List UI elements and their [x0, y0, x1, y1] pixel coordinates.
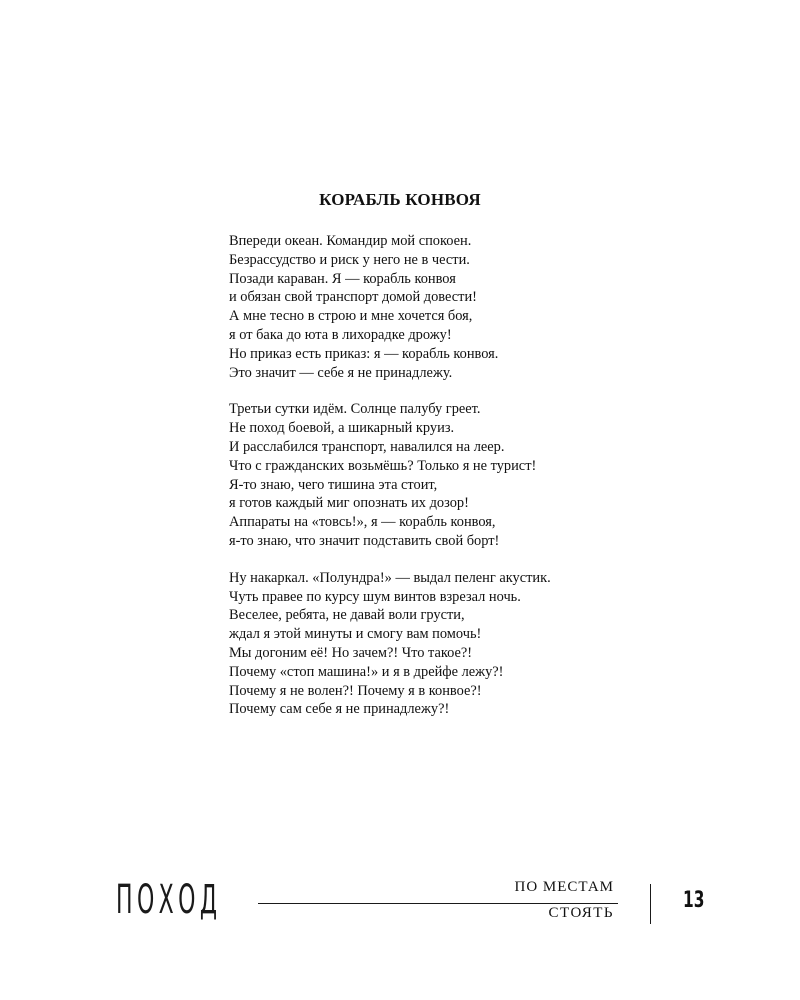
stanza-2: [229, 400, 769, 550]
poem-line: И расслабился транспорт, навалился на леер.: [229, 438, 505, 455]
stanza-1: [229, 232, 769, 382]
poem-line: я от бака до юта в лихорадке дрожу!: [229, 326, 452, 343]
poem-line: я готов каждый миг опознать их дозор!: [229, 495, 469, 512]
poem-line: Это значит — себе я не принадлежу.: [229, 364, 453, 381]
poem-body: [229, 232, 769, 737]
poem-line: Веселее, ребята, не давай воли грусти,: [229, 607, 465, 624]
footer-logo: ПОХОД: [116, 877, 222, 923]
footer-divider: [258, 903, 618, 904]
poem-title: КОРАБЛЬ КОНВОЯ: [319, 190, 481, 209]
footer-vertical-divider: [650, 884, 651, 924]
page-number: 13: [683, 888, 705, 913]
poem-line: и обязан свой транспорт домой довести!: [229, 289, 477, 306]
poem-line: Но приказ есть приказ: я — корабль конвоя.: [229, 345, 499, 362]
footer-section-title-bottom: СТОЯТЬ: [548, 905, 614, 921]
poem-line: Третьи сутки идём. Солнце палубу греет.: [229, 401, 481, 418]
poem-line: Мы догоним её! Но зачем?! Что такое?!: [229, 644, 473, 661]
poem-line: Я-то знаю, чего тишина эта стоит,: [229, 476, 438, 493]
poem-line: Позади караван. Я — корабль конвоя: [229, 270, 456, 287]
poem-line: Что с гражданских возьмёшь? Только я не турист!: [229, 457, 537, 474]
poem-line: Не поход боевой, а шикарный круиз.: [229, 420, 455, 437]
poem-line: Чуть правее по курсу шум винтов взрезал ночь.: [229, 588, 521, 605]
poem-line: я-то знаю, что значит подставить свой борт!: [229, 532, 500, 549]
poem-line: Безрассудство и риск у него не в чести.: [229, 251, 470, 268]
poem-line: Впереди океан. Командир мой спокоен.: [229, 233, 472, 249]
stanza-3: [229, 569, 769, 719]
poem-line: ждал я этой минуты и смогу вам помочь!: [229, 626, 482, 643]
footer-section-title-top: ПО МЕСТАМ: [514, 879, 614, 895]
poem-line: Ну накаркал. «Полундра!» — выдал пеленг акустик.: [229, 569, 551, 586]
poem-line: А мне тесно в строю и мне хочется боя,: [229, 308, 473, 325]
poem-line: Почему я не волен?! Почему я в конвое?!: [229, 682, 482, 699]
poem-line: Почему сам себе я не принадлежу?!: [229, 701, 450, 718]
poem-line: Аппараты на «товсь!», я — корабль конвоя,: [229, 514, 496, 531]
poem-line: Почему «стоп машина!» и я в дрейфе лежу?!: [229, 663, 504, 680]
